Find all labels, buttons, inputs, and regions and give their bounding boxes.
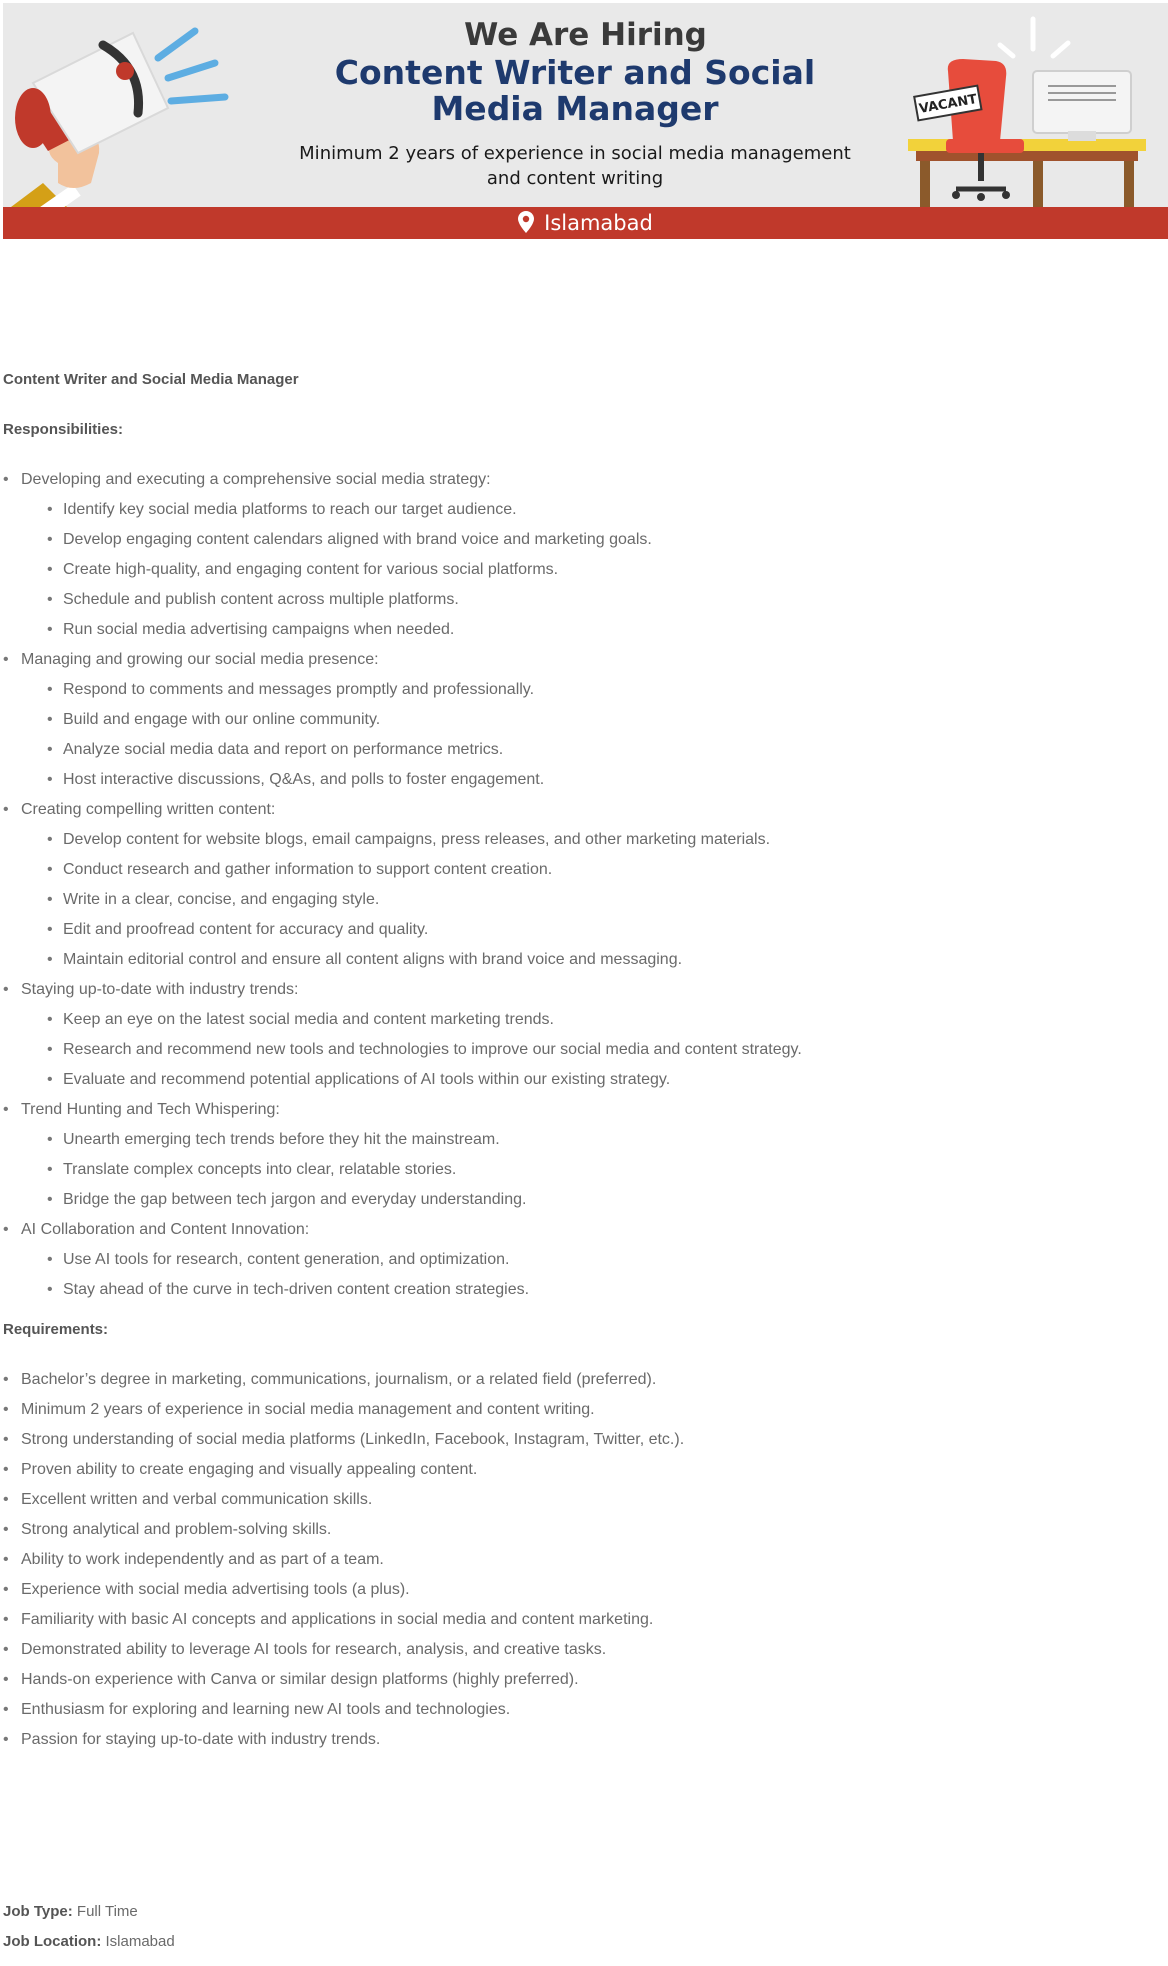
job-location-label: Job Location: (3, 1933, 102, 1950)
responsibility-group: • Creating compelling written content: (3, 795, 1163, 825)
requirement-item: • Bachelor’s degree in marketing, communications, journalism, or a related field (preferred). (3, 1365, 1163, 1395)
banner-headline: We Are Hiring (464, 17, 707, 53)
responsibility-group: • Developing and executing a comprehensive social media strategy: (3, 465, 1163, 495)
job-type-label: Job Type: (3, 1903, 73, 1920)
responsibility-item: • Schedule and publish content across multiple platforms. (3, 585, 1163, 615)
responsibility-group: • Staying up-to-date with industry trends: (3, 975, 1163, 1005)
requirement-item: • Strong understanding of social media platforms (LinkedIn, Facebook, Instagram, Twitter, etc.). (3, 1425, 1163, 1455)
job-meta (3, 1897, 175, 1957)
requirements-heading: Requirements: (3, 1321, 109, 1338)
job-type-row (3, 1897, 175, 1927)
responsibility-group: • Trend Hunting and Tech Whispering: (3, 1095, 1163, 1125)
responsibility-item: • Host interactive discussions, Q&As, and polls to foster engagement. (3, 765, 1163, 795)
responsibility-item: • Analyze social media data and report on performance metrics. (3, 735, 1163, 765)
banner-role-title: Content Writer and Social Media Manager (334, 53, 816, 128)
requirement-item: • Passion for staying up-to-date with industry trends. (3, 1725, 1163, 1755)
vacant-sign-text: VACANT (917, 92, 979, 117)
job-location-value: Islamabad (105, 1933, 175, 1950)
requirement-item: • Ability to work independently and as part of a team. (3, 1545, 1163, 1575)
responsibilities-list (3, 465, 1163, 1305)
responsibility-item: • Conduct research and gather information to support content creation. (3, 855, 1163, 885)
location-pin-icon (518, 211, 534, 233)
job-description (3, 355, 1163, 1755)
requirement-item: • Experience with social media advertising tools (a plus). (3, 1575, 1163, 1605)
requirement-item: • Strong analytical and problem-solving skills. (3, 1515, 1163, 1545)
vacant-desk-illustration (908, 11, 1168, 211)
responsibility-item: • Research and recommend new tools and technologies to improve our social media and content strategy. (3, 1035, 1163, 1065)
requirement-item: • Hands-on experience with Canva or similar design platforms (highly preferred). (3, 1665, 1163, 1695)
responsibility-item: • Keep an eye on the latest social media and content marketing trends. (3, 1005, 1163, 1035)
job-type-value: Full Time (76, 1903, 138, 1920)
requirement-item: • Minimum 2 years of experience in social media management and content writing. (3, 1395, 1163, 1425)
responsibility-item: • Build and engage with our online community. (3, 705, 1163, 735)
responsibility-item: • Evaluate and recommend potential applications of AI tools within our existing strategy. (3, 1065, 1163, 1095)
responsibility-item: • Translate complex concepts into clear, relatable stories. (3, 1155, 1163, 1185)
banner-location (3, 207, 1168, 239)
requirement-item: • Excellent written and verbal communication skills. (3, 1485, 1163, 1515)
responsibility-group: • Managing and growing our social media presence: (3, 645, 1163, 675)
responsibility-item: • Unearth emerging tech trends before they hit the mainstream. (3, 1125, 1163, 1155)
responsibility-item: • Write in a clear, concise, and engaging style. (3, 885, 1163, 915)
responsibility-item: • Create high-quality, and engaging content for various social platforms. (3, 555, 1163, 585)
requirement-item: • Demonstrated ability to leverage AI tools for research, analysis, and creative tasks. (3, 1635, 1163, 1665)
requirement-item: • Proven ability to create engaging and visually appealing content. (3, 1455, 1163, 1485)
banner-experience: Minimum 2 years of experience in social media management and content writing (299, 143, 851, 189)
responsibility-item: • Develop content for website blogs, email campaigns, press releases, and other marketing materials. (3, 825, 1163, 855)
responsibilities-heading: Responsibilities: (3, 421, 124, 438)
responsibility-item: • Use AI tools for research, content generation, and optimization. (3, 1245, 1163, 1275)
responsibility-item: • Develop engaging content calendars aligned with brand voice and marketing goals. (3, 525, 1163, 555)
responsibility-item: • Edit and proofread content for accuracy and quality. (3, 915, 1163, 945)
responsibility-item: • Maintain editorial control and ensure all content aligns with brand voice and messaging. (3, 945, 1163, 975)
job-title: Content Writer and Social Media Manager (3, 371, 299, 388)
requirements-list (3, 1365, 1163, 1755)
hiring-banner (3, 3, 1168, 239)
responsibility-item: • Run social media advertising campaigns when needed. (3, 615, 1163, 645)
responsibility-item: • Identify key social media platforms to reach our target audience. (3, 495, 1163, 525)
requirement-item: • Enthusiasm for exploring and learning new AI tools and technologies. (3, 1695, 1163, 1725)
responsibility-group: • AI Collaboration and Content Innovation: (3, 1215, 1163, 1245)
requirement-item: • Familiarity with basic AI concepts and applications in social media and content marketing. (3, 1605, 1163, 1635)
responsibility-item: • Respond to comments and messages promptly and professionally. (3, 675, 1163, 705)
responsibility-item: • Stay ahead of the curve in tech-driven content creation strategies. (3, 1275, 1163, 1305)
banner-location-text: Islamabad (544, 211, 653, 235)
job-location-row (3, 1927, 175, 1957)
responsibility-item: • Bridge the gap between tech jargon and everyday understanding. (3, 1185, 1163, 1215)
